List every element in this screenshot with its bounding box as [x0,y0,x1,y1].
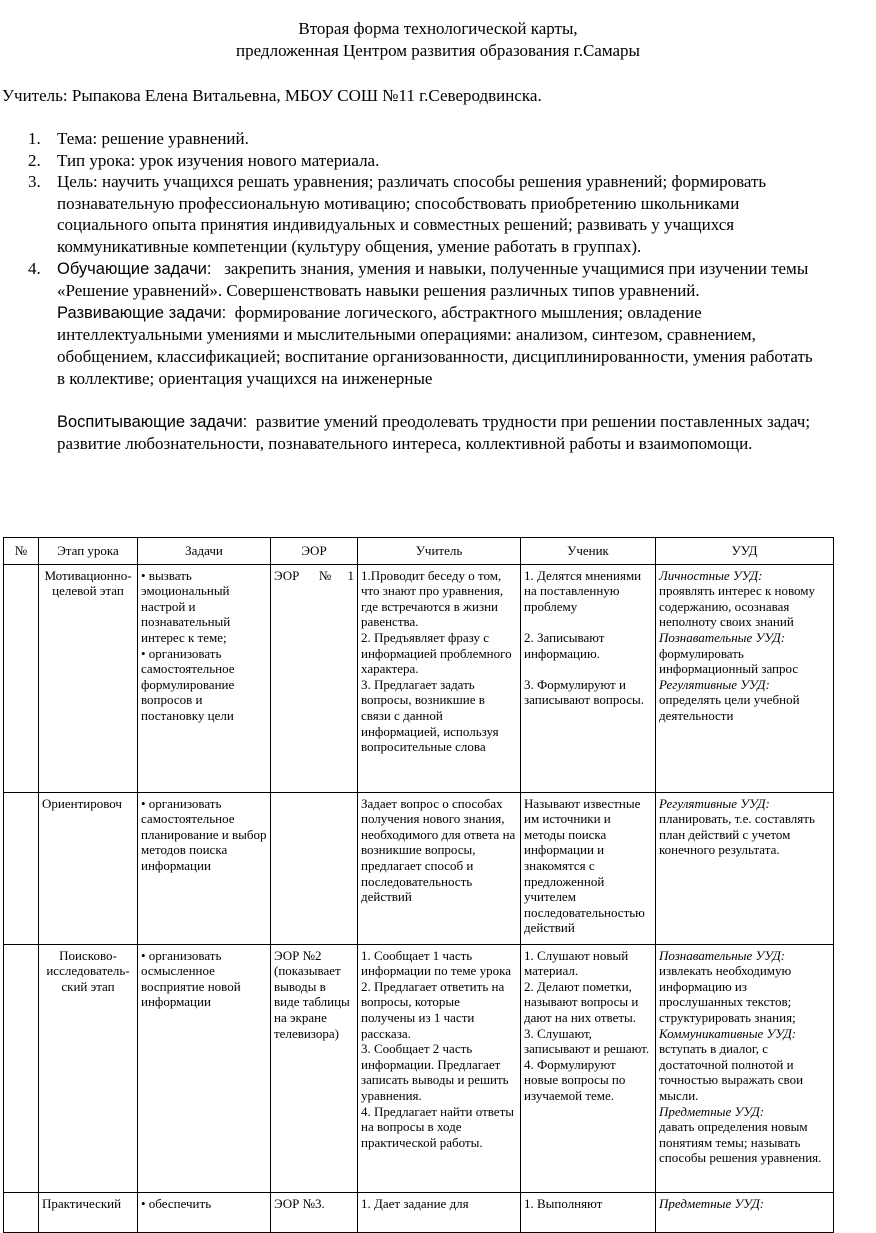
uud-text: определять цели учебной деятельности [659,692,800,723]
cell-no [4,1192,39,1232]
cell-uud [656,1192,834,1232]
point-tasks [28,258,817,455]
cell-eor [271,792,358,944]
cell-tasks: • обеспечить [138,1192,271,1232]
cell-stage: Практический [39,1192,138,1232]
cell-eor: ЭОР №1 [271,564,358,792]
uud-label: Регулятивные УУД: [659,795,770,811]
table-row [4,564,834,792]
cell-uud [656,944,834,1192]
point-number: 3. [28,172,41,192]
document-title [0,18,876,62]
uud-text: проявлять интерес к новому содержанию, осознавая неполноту своих знаний [659,583,816,630]
cell-tasks: • организовать самостоятельное планирование и выбор методов поиска информации [138,792,271,944]
point-number: 1. [28,129,41,148]
header-stage: Этап урока [39,538,138,565]
uud-text: давать определения новым понятиям темы; называть способы решения уравнения. [659,1119,822,1166]
cell-tasks: • вызвать эмоциональный настрой и познавательный интерес к теме; • организовать самостоятельное формулирование вопросов и постановку цели [138,564,271,792]
header-eor: ЭОР [271,538,358,565]
uud-label: Регулятивные УУД: [659,676,770,692]
cell-tasks: • организовать осмысленное восприятие новой информации [138,944,271,1192]
point-text: Тип урока: урок изучения нового материала. [57,150,380,170]
educational-tasks [57,411,817,455]
educational-tasks-label: Воспитывающие задачи: [57,412,248,431]
header-no: № [4,538,39,565]
header-uud: УУД [656,538,834,565]
uud-text: извлекать необходимую информацию из прослушанных текстов; структурировать знания; [659,963,796,1025]
table-row [4,944,834,1192]
developing-tasks-label: Развивающие задачи: [57,303,227,322]
cell-student: Называют известные им источники и методы поиска информации и знакомятся с предложенной учителем последовательностью действий [521,792,656,944]
table-row [4,1192,834,1232]
table-row [4,792,834,944]
cell-uud [656,564,834,792]
point-text: Тема: решение уравнений. [57,129,249,148]
header-student: Ученик [521,538,656,565]
uud-label: Личностные УУД: [659,567,763,583]
uud-text: вступать в диалог, с достаточной полнотой и точностью выражать свои мысли. [659,1041,804,1103]
lesson-points-list [28,128,817,455]
title-line-2: предложенная Центром развития образования г.Самары [236,41,640,60]
uud-text: планировать, т.е. составлять план действий с учетом конечного результата. [659,811,815,858]
table-header-row [4,538,834,565]
uud-text: формулировать информационный запрос [659,645,799,677]
point-goal [28,171,817,257]
spacer [57,389,817,411]
cell-student: 1. Слушают новый материал. 2. Делают пометки, называют вопросы и дают на них ответы. 3. Слушают, записывают и решают. 4. Формулируют новые вопросы по изучаемой теме. [521,944,656,1192]
uud-label: Предметные УУД: [659,1103,765,1119]
educational-tasks-text: развитие умений преодолевать трудности при решении поставленных задач; развитие любознательности, познавательного интереса, коллективной работы и взаимопомощи. [57,411,815,454]
cell-stage: Мотивационно-целевой этап [39,564,138,792]
lesson-plan-table [3,537,834,1233]
teaching-tasks-text: закрепить знания, умения и навыки, полученные учащимися при изучении темы «Решение уравнений». Совершенствовать навыки решения различных типов уравнений. [57,258,813,301]
developing-tasks [57,302,817,389]
cell-no [4,792,39,944]
cell-teacher: 1.Проводит беседу о том, что знают про уравнения, где встречаются в жизни равенства. 2. Предъявляет фразу с информацией проблемного характера. 3. Предлагает задать вопросы, возникшие в связи с данной информацией, используя вопросительные слова [358,564,521,792]
cell-stage: Ориентировоч [39,792,138,944]
cell-teacher: 1. Сообщает 1 часть информации по теме урока 2. Предлагает ответить на вопросы, которые получены из 1 части рассказа. 3. Сообщает 2 часть информации. Предлагает записать выводы и решить уравнения. 4. Предлагает найти ответы на вопросы в ходе практической работы. [358,944,521,1192]
teacher-line: Учитель: Рыпакова Елена Витальевна, МБОУ СОШ №11 г.Северодвинска. [2,86,542,105]
uud-label: Предметные УУД: [659,1195,765,1211]
cell-stage: Поисково-исследователь-ский этап [39,944,138,1192]
cell-teacher: 1. Дает задание для [358,1192,521,1232]
cell-no [4,564,39,792]
cell-student: 1. Выполняют [521,1192,656,1232]
uud-label: Познавательные УУД: [659,629,786,645]
header-tasks: Задачи [138,538,271,565]
point-number: 4. [28,258,41,278]
cell-no [4,944,39,1192]
teaching-tasks [57,258,817,302]
cell-eor: ЭОР №2 (показывает выводы в виде таблицы на экране телевизора) [271,944,358,1192]
uud-label: Коммуникативные УУД: [659,1025,797,1041]
uud-label: Познавательные УУД: [659,947,786,963]
cell-uud [656,792,834,944]
teaching-tasks-label: Обучающие задачи: [57,259,212,278]
point-number: 2. [28,150,41,170]
cell-teacher: Задает вопрос о способах получения нового знания, необходимого для ответа на возникшие вопросы, предлагает способ и последовательность действий [358,792,521,944]
developing-tasks-text: формирование логического, абстрактного мышления; овладение интеллектуальными умениями и мыслительными операциями: анализом, синтезом, сравнением, обобщением, классификацией; воспитание организованности, дисциплинированности, умения работать в коллективе; ориентация учащихся на инженерные [57,302,817,388]
point-lesson-type [28,150,817,172]
title-line-1: Вторая форма технологической карты, [298,19,578,38]
point-topic [28,128,817,150]
cell-student: 1. Делятся мнениями на поставленную проблему 2. Записывают информацию. 3. Формулируют и записывают вопросы. [521,564,656,792]
cell-eor: ЭОР №3. [271,1192,358,1232]
point-text: Цель: научить учащихся решать уравнения; различать способы решения уравнений; формировать познавательную профессиональную мотивацию; способствовать приобретению школьниками социального опыта принятия индивидуальных и совместных решений; развивать у учащихся коммуникативные компетенции (культуру общения, умение работать в группах). [57,172,771,256]
header-teacher: Учитель [358,538,521,565]
